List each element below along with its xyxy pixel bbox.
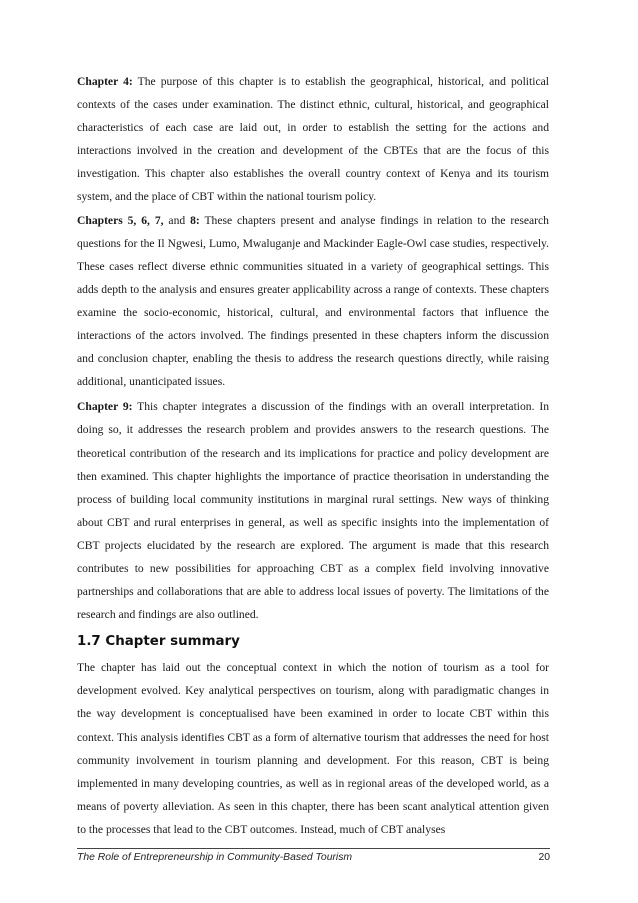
page-footer [77, 848, 550, 863]
chapters-5-8-text: These chapters present and analyse findings in relation to the research questions for the Il Ngwesi, Lumo, Mwaluganje and Mackinder Eagle-Owl case studies, respectively. These cases reflect diverse ethnic communities situated in a variety of geographical settings. This adds depth to the analysis and ensures greater applicability across a range of contexts. These chapters examine the socio-economic, historical, cultural, and environmental factors that influence the interactions of the actors involved. The findings presented in these chapters inform the discussion and conclusion chapter, enabling the thesis to address the research questions directly, while raising additional, unanticipated issues. [77, 213, 549, 389]
paragraph-chapters-5-8 [77, 209, 549, 394]
chapters-5-8-label-2: 8: [190, 213, 200, 227]
chapter-4-text: The purpose of this chapter is to establish the geographical, historical, and political contexts of the cases under examination. The distinct ethnic, cultural, historical, and geographical characteristics of each case are laid out, in order to establish the setting for the actions and interactions involved in the creation and development of the CBTEs that are the focus of this investigation. This chapter also establishes the overall country context of Kenya and its tourism system, and the place of CBT within the national tourism policy. [77, 75, 549, 204]
footer-page-number: 20 [538, 852, 550, 863]
section-heading: 1.7 Chapter summary [77, 634, 240, 650]
paragraph-chapter-4 [77, 70, 549, 209]
chapter-9-label: Chapter 9: [77, 400, 133, 414]
chapters-5-8-label: Chapters 5, 6, 7, [77, 213, 164, 227]
chapter-4-label: Chapter 4: [77, 75, 133, 88]
page-body [77, 70, 549, 841]
chapter-9-text: This chapter integrates a discussion of the findings with an overall interpretation. In doing so, it addresses the research problem and provides answers to the research questions. The theoretical contribution of the research and its implications for practice and policy development are then examined. This chapter highlights the importance of practice theorisation in understanding the process of building local community institutions in marginal rural settings. New ways of thinking about CBT and rural enterprises in general, as well as specific insights into the implementation of CBT projects elucidated by the research are explored. The argument is made that this research contributes to new possibilities for approaching CBT as a complex field involving innovative partnerships and collaborations that are able to address local issues of poverty. The limitations of the research and findings are also outlined. [77, 400, 549, 622]
paragraph-chapter-9 [77, 395, 549, 626]
paragraph-chapter-summary: The chapter has laid out the conceptual context in which the notion of tourism as a tool for development evolved. Key analytical perspectives on tourism, along with paradigmatic changes in the way development is conceptualised have been examined in order to locate CBT within this context. This analysis identifies CBT as a form of alternative tourism that addresses the need for host community involvement in tourism planning and development. For this reason, CBT is being implemented in many developing countries, as well as in regional areas of the developed world, as a means of poverty alleviation. As seen in this chapter, there has been scant analytical attention given to the processes that lead to the CBT outcomes. Instead, much of CBT analyses [77, 661, 549, 836]
chapters-5-8-and: and [163, 213, 191, 227]
footer-document-title: The Role of Entrepreneurship in Community-Based Tourism [77, 852, 353, 863]
